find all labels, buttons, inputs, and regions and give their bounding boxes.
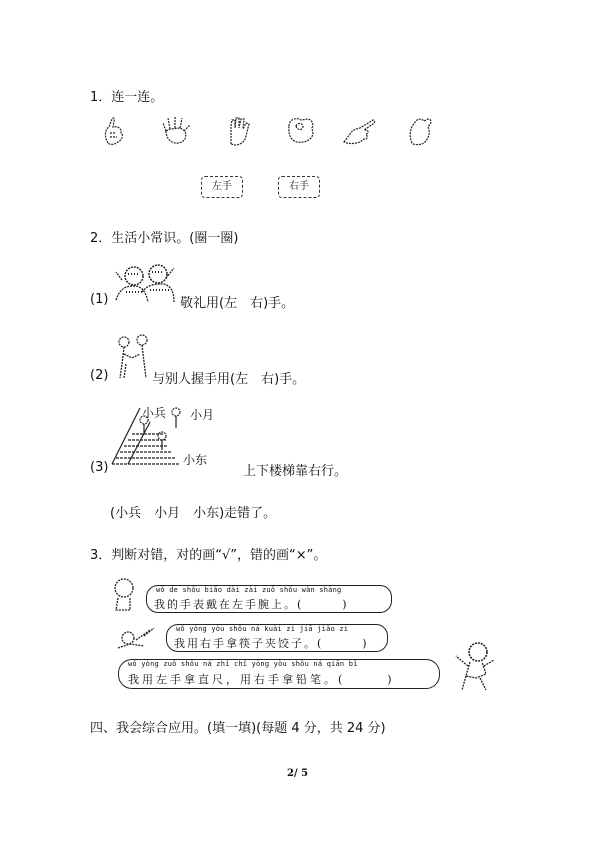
q2-item1-text: 敬礼用(左 右)手。 bbox=[180, 296, 295, 311]
sentence-2-text: 我用右手拿筷子夹饺子。( ) bbox=[174, 637, 369, 650]
q2-item3-text: 上下楼梯靠右行。 bbox=[243, 464, 348, 479]
sentence-3-pinyin: wǒ yòng zuǒ shǒu ná zhí chǐ yòng yòu shǒu ná qiān bǐ bbox=[128, 660, 358, 668]
q4-title: 四、我会综合应用。(填一填)(每题 4 分，共 24 分) bbox=[90, 721, 386, 736]
q2-item2-text: 与别人握手用(左 右)手。 bbox=[152, 372, 306, 387]
q2-title: 2．生活小常识。(圈一圈) bbox=[90, 231, 239, 246]
q3-title: 3．判断对错，对的画“√”，错的画“×”。 bbox=[90, 548, 327, 563]
hand-open-palm-icon bbox=[160, 113, 194, 147]
sentence-2-pinyin: wǒ yòng yòu shǒu ná kuài zi jiā jiǎo zi bbox=[176, 625, 349, 633]
q2-item2-number: (2) bbox=[90, 368, 109, 383]
hand-wave-icon bbox=[406, 115, 434, 147]
hand-back-icon bbox=[224, 114, 254, 148]
label-xiaodong: 小东 bbox=[183, 453, 208, 467]
sentence-3-text: 我用左手拿直尺，用右手拿铅笔。( ) bbox=[128, 673, 395, 686]
q2-item1-number: (1) bbox=[90, 292, 109, 307]
label-xiaobing: 小兵 bbox=[142, 406, 167, 420]
handshake-picture bbox=[114, 334, 152, 380]
hand-fist-thumb-icon bbox=[100, 115, 130, 147]
q2-item3-number: (3) bbox=[90, 460, 109, 475]
right-hand-label-box: 右手 bbox=[278, 176, 320, 198]
sentence-1-pinyin: wǒ de shǒu biǎo dài zài zuǒ shǒu wàn shàng bbox=[156, 586, 342, 594]
hand-ok-icon bbox=[284, 114, 318, 146]
left-hand-label-box: 左手 bbox=[201, 176, 243, 198]
child-3-picture bbox=[452, 640, 498, 692]
child-1-picture bbox=[110, 576, 140, 612]
child-2-picture bbox=[116, 626, 156, 652]
sentence-1-text: 我的手表戴在左手腕上。( ) bbox=[154, 598, 349, 611]
saluting-children-picture bbox=[112, 262, 178, 306]
label-xiaoyue: 小月 bbox=[190, 408, 215, 422]
q2-options: (小兵 小月 小东)走错了。 bbox=[110, 506, 277, 521]
page-number: 2/ 5 bbox=[287, 768, 309, 779]
hand-pointing-icon bbox=[340, 116, 376, 146]
q1-title: 1．连一连。 bbox=[90, 90, 164, 105]
